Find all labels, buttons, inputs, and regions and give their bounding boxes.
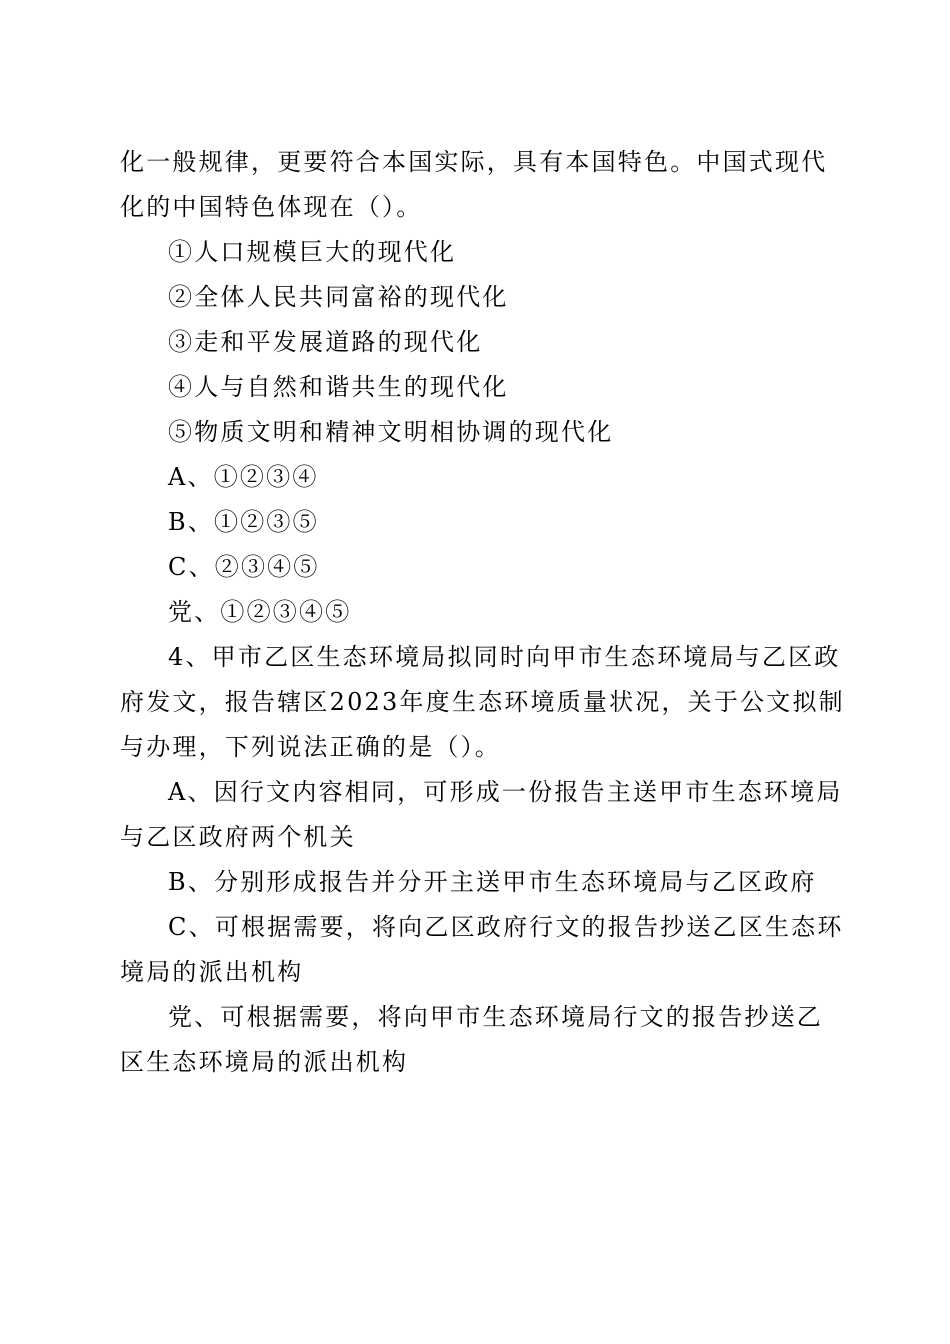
statement-1: ①人口规模巨大的现代化: [168, 238, 457, 266]
statement-5: ⑤物质文明和精神文明相协调的现代化: [168, 418, 614, 446]
document-page: [120, 140, 845, 1085]
question-4-stem-line-2: 府发文，报告辖区2023年度生态环境质量状况，关于公文拟制: [120, 688, 845, 716]
question-4-option-c-line-1: C、可根据需要，将向乙区政府行文的报告抄送乙区生态环: [168, 913, 844, 941]
question-4-option-c-line-2: 境局的派出机构: [120, 958, 304, 986]
question-4-option-d-line-1: 党、可根据需要，将向甲市生态环境局行文的报告抄送乙: [168, 1003, 823, 1031]
statement-4: ④人与自然和谐共生的现代化: [168, 373, 509, 401]
question-4-stem-line-1: 4、甲市乙区生态环境局拟同时向甲市生态环境局与乙区政: [168, 643, 841, 671]
question-3: [120, 140, 828, 635]
question-3-option-b: B、①②③⑤: [168, 508, 319, 536]
question-3-stem-line-1: 化一般规律，更要符合本国实际，具有本国特色。中国式现代: [120, 148, 828, 176]
question-3-option-d: 党、①②③④⑤: [168, 598, 352, 626]
question-4: [120, 635, 845, 1085]
question-4-option-a-line-1: A、因行文内容相同，可形成一份报告主送甲市生态环境局: [168, 778, 843, 806]
question-4-option-a-line-2: 与乙区政府两个机关: [120, 823, 356, 851]
question-4-option-b: B、分别形成报告并分开主送甲市生态环境局与乙区政府: [168, 868, 817, 896]
question-3-option-a: A、①②③④: [168, 463, 319, 491]
statement-2: ②全体人民共同富裕的现代化: [168, 283, 509, 311]
question-3-option-c: C、②③④⑤: [168, 553, 320, 581]
question-4-option-d-line-2: 区生态环境局的派出机构: [120, 1048, 409, 1076]
question-4-stem-line-3: 与办理，下列说法正确的是（）。: [120, 733, 501, 761]
question-3-stem-line-2: 化的中国特色体现在（）。: [120, 193, 423, 221]
statement-3: ③走和平发展道路的现代化: [168, 328, 483, 356]
